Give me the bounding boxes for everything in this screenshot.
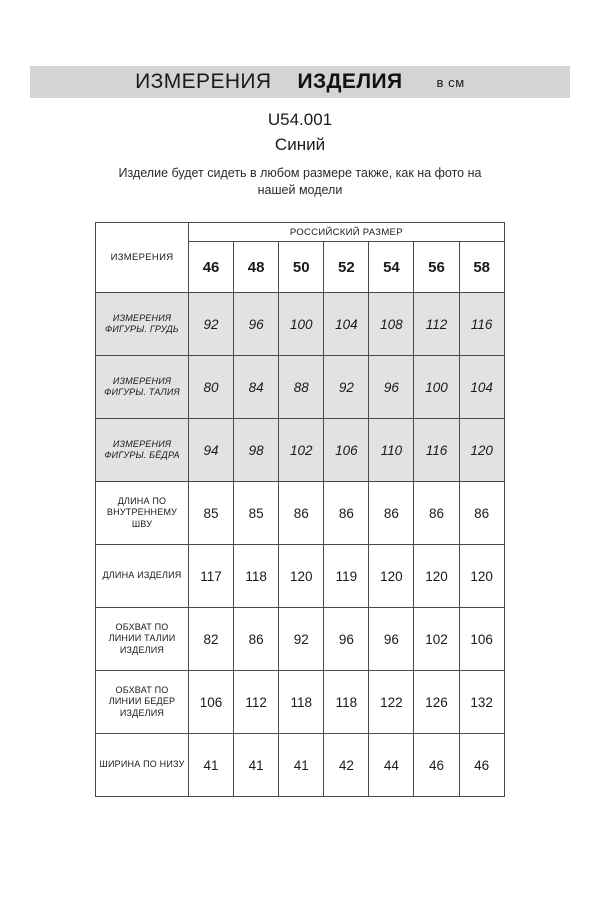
measurement-cell: 126	[414, 671, 459, 734]
measurement-cell: 106	[324, 419, 369, 482]
table-row	[96, 671, 505, 734]
measurement-cell: 41	[279, 734, 324, 797]
measurement-cell: 98	[234, 419, 279, 482]
row-label: ДЛИНА ПО ВНУТРЕННЕМУ ШВУ	[96, 482, 189, 545]
measurement-cell: 110	[369, 419, 414, 482]
measurement-cell: 86	[369, 482, 414, 545]
measurement-cell: 102	[279, 419, 324, 482]
measurement-cell: 112	[414, 293, 459, 356]
table-row	[96, 545, 505, 608]
measurement-cell: 46	[459, 734, 504, 797]
measurement-cell: 116	[414, 419, 459, 482]
measurement-cell: 92	[279, 608, 324, 671]
measurement-cell: 86	[459, 482, 504, 545]
product-code: U54.001	[267, 110, 333, 129]
measurement-cell: 85	[189, 482, 234, 545]
banner-unit-label: в см	[436, 74, 465, 90]
measurement-cell: 86	[414, 482, 459, 545]
measurement-cell: 80	[189, 356, 234, 419]
measurement-cell: 132	[459, 671, 504, 734]
measurement-cell: 116	[459, 293, 504, 356]
measurement-cell: 94	[189, 419, 234, 482]
row-label: ДЛИНА ИЗДЕЛИЯ	[96, 545, 189, 608]
table-header-russian-size: РОССИЙСКИЙ РАЗМЕР	[189, 223, 505, 242]
measurement-cell: 120	[279, 545, 324, 608]
measurement-cell: 41	[189, 734, 234, 797]
measurement-cell: 96	[324, 608, 369, 671]
row-label: ОБХВАТ ПО ЛИНИИ БЕДЕР ИЗДЕЛИЯ	[96, 671, 189, 734]
measurement-cell: 104	[459, 356, 504, 419]
measurement-cell: 96	[234, 293, 279, 356]
measurement-cell: 86	[324, 482, 369, 545]
measurement-cell: 92	[324, 356, 369, 419]
measurement-cell: 86	[234, 608, 279, 671]
measurement-cell: 82	[189, 608, 234, 671]
size-header-0: 46	[189, 242, 234, 293]
table-row	[96, 608, 505, 671]
row-label: ОБХВАТ ПО ЛИНИИ ТАЛИИ ИЗДЕЛИЯ	[96, 608, 189, 671]
banner-title-product: ИЗДЕЛИЯ	[297, 70, 403, 93]
row-label: ШИРИНА ПО НИЗУ	[96, 734, 189, 797]
table-header-group-row	[96, 223, 505, 242]
row-label: ИЗМЕРЕНИЯ ФИГУРЫ. ГРУДЬ	[96, 293, 189, 356]
table-header-measurements: ИЗМЕРЕНИЯ	[96, 223, 189, 293]
measurement-cell: 102	[414, 608, 459, 671]
measurement-cell: 46	[414, 734, 459, 797]
size-header-4: 54	[369, 242, 414, 293]
measurement-cell: 117	[189, 545, 234, 608]
measurement-cell: 41	[234, 734, 279, 797]
measurement-cell: 120	[459, 545, 504, 608]
size-chart-table	[95, 222, 505, 797]
measurement-cell: 84	[234, 356, 279, 419]
measurement-cell: 119	[324, 545, 369, 608]
table-body	[96, 293, 505, 797]
row-label: ИЗМЕРЕНИЯ ФИГУРЫ. ТАЛИЯ	[96, 356, 189, 419]
table-row	[96, 482, 505, 545]
measurement-cell: 120	[414, 545, 459, 608]
size-header-2: 50	[279, 242, 324, 293]
measurement-cell: 96	[369, 356, 414, 419]
row-label: ИЗМЕРЕНИЯ ФИГУРЫ. БЁДРА	[96, 419, 189, 482]
size-header-1: 48	[234, 242, 279, 293]
measurement-cell: 106	[459, 608, 504, 671]
table-row	[96, 419, 505, 482]
table-row	[96, 356, 505, 419]
measurement-cell: 100	[414, 356, 459, 419]
measurement-cell: 86	[279, 482, 324, 545]
banner-title-measurements: ИЗМЕРЕНИЯ	[135, 70, 272, 93]
measurement-cell: 92	[189, 293, 234, 356]
measurement-cell: 118	[279, 671, 324, 734]
measurement-cell: 120	[369, 545, 414, 608]
measurement-cell: 104	[324, 293, 369, 356]
measurement-cell: 100	[279, 293, 324, 356]
table-row	[96, 293, 505, 356]
measurement-cell: 44	[369, 734, 414, 797]
measurement-cell: 112	[234, 671, 279, 734]
table-row	[96, 734, 505, 797]
size-header-3: 52	[324, 242, 369, 293]
measurement-cell: 120	[459, 419, 504, 482]
measurement-cell: 42	[324, 734, 369, 797]
measurement-cell: 122	[369, 671, 414, 734]
header-banner	[30, 66, 570, 98]
product-info	[0, 108, 600, 157]
measurement-cell: 108	[369, 293, 414, 356]
table-head	[96, 223, 505, 293]
measurement-cell: 118	[324, 671, 369, 734]
measurement-cell: 88	[279, 356, 324, 419]
measurement-cell: 85	[234, 482, 279, 545]
measurement-cell: 96	[369, 608, 414, 671]
product-color: Синий	[274, 135, 326, 154]
size-header-5: 56	[414, 242, 459, 293]
size-header-6: 58	[459, 242, 504, 293]
measurement-cell: 106	[189, 671, 234, 734]
fit-note: Изделие будет сидеть в любом размере также, как на фото на нашей модели	[118, 166, 482, 197]
measurement-cell: 118	[234, 545, 279, 608]
